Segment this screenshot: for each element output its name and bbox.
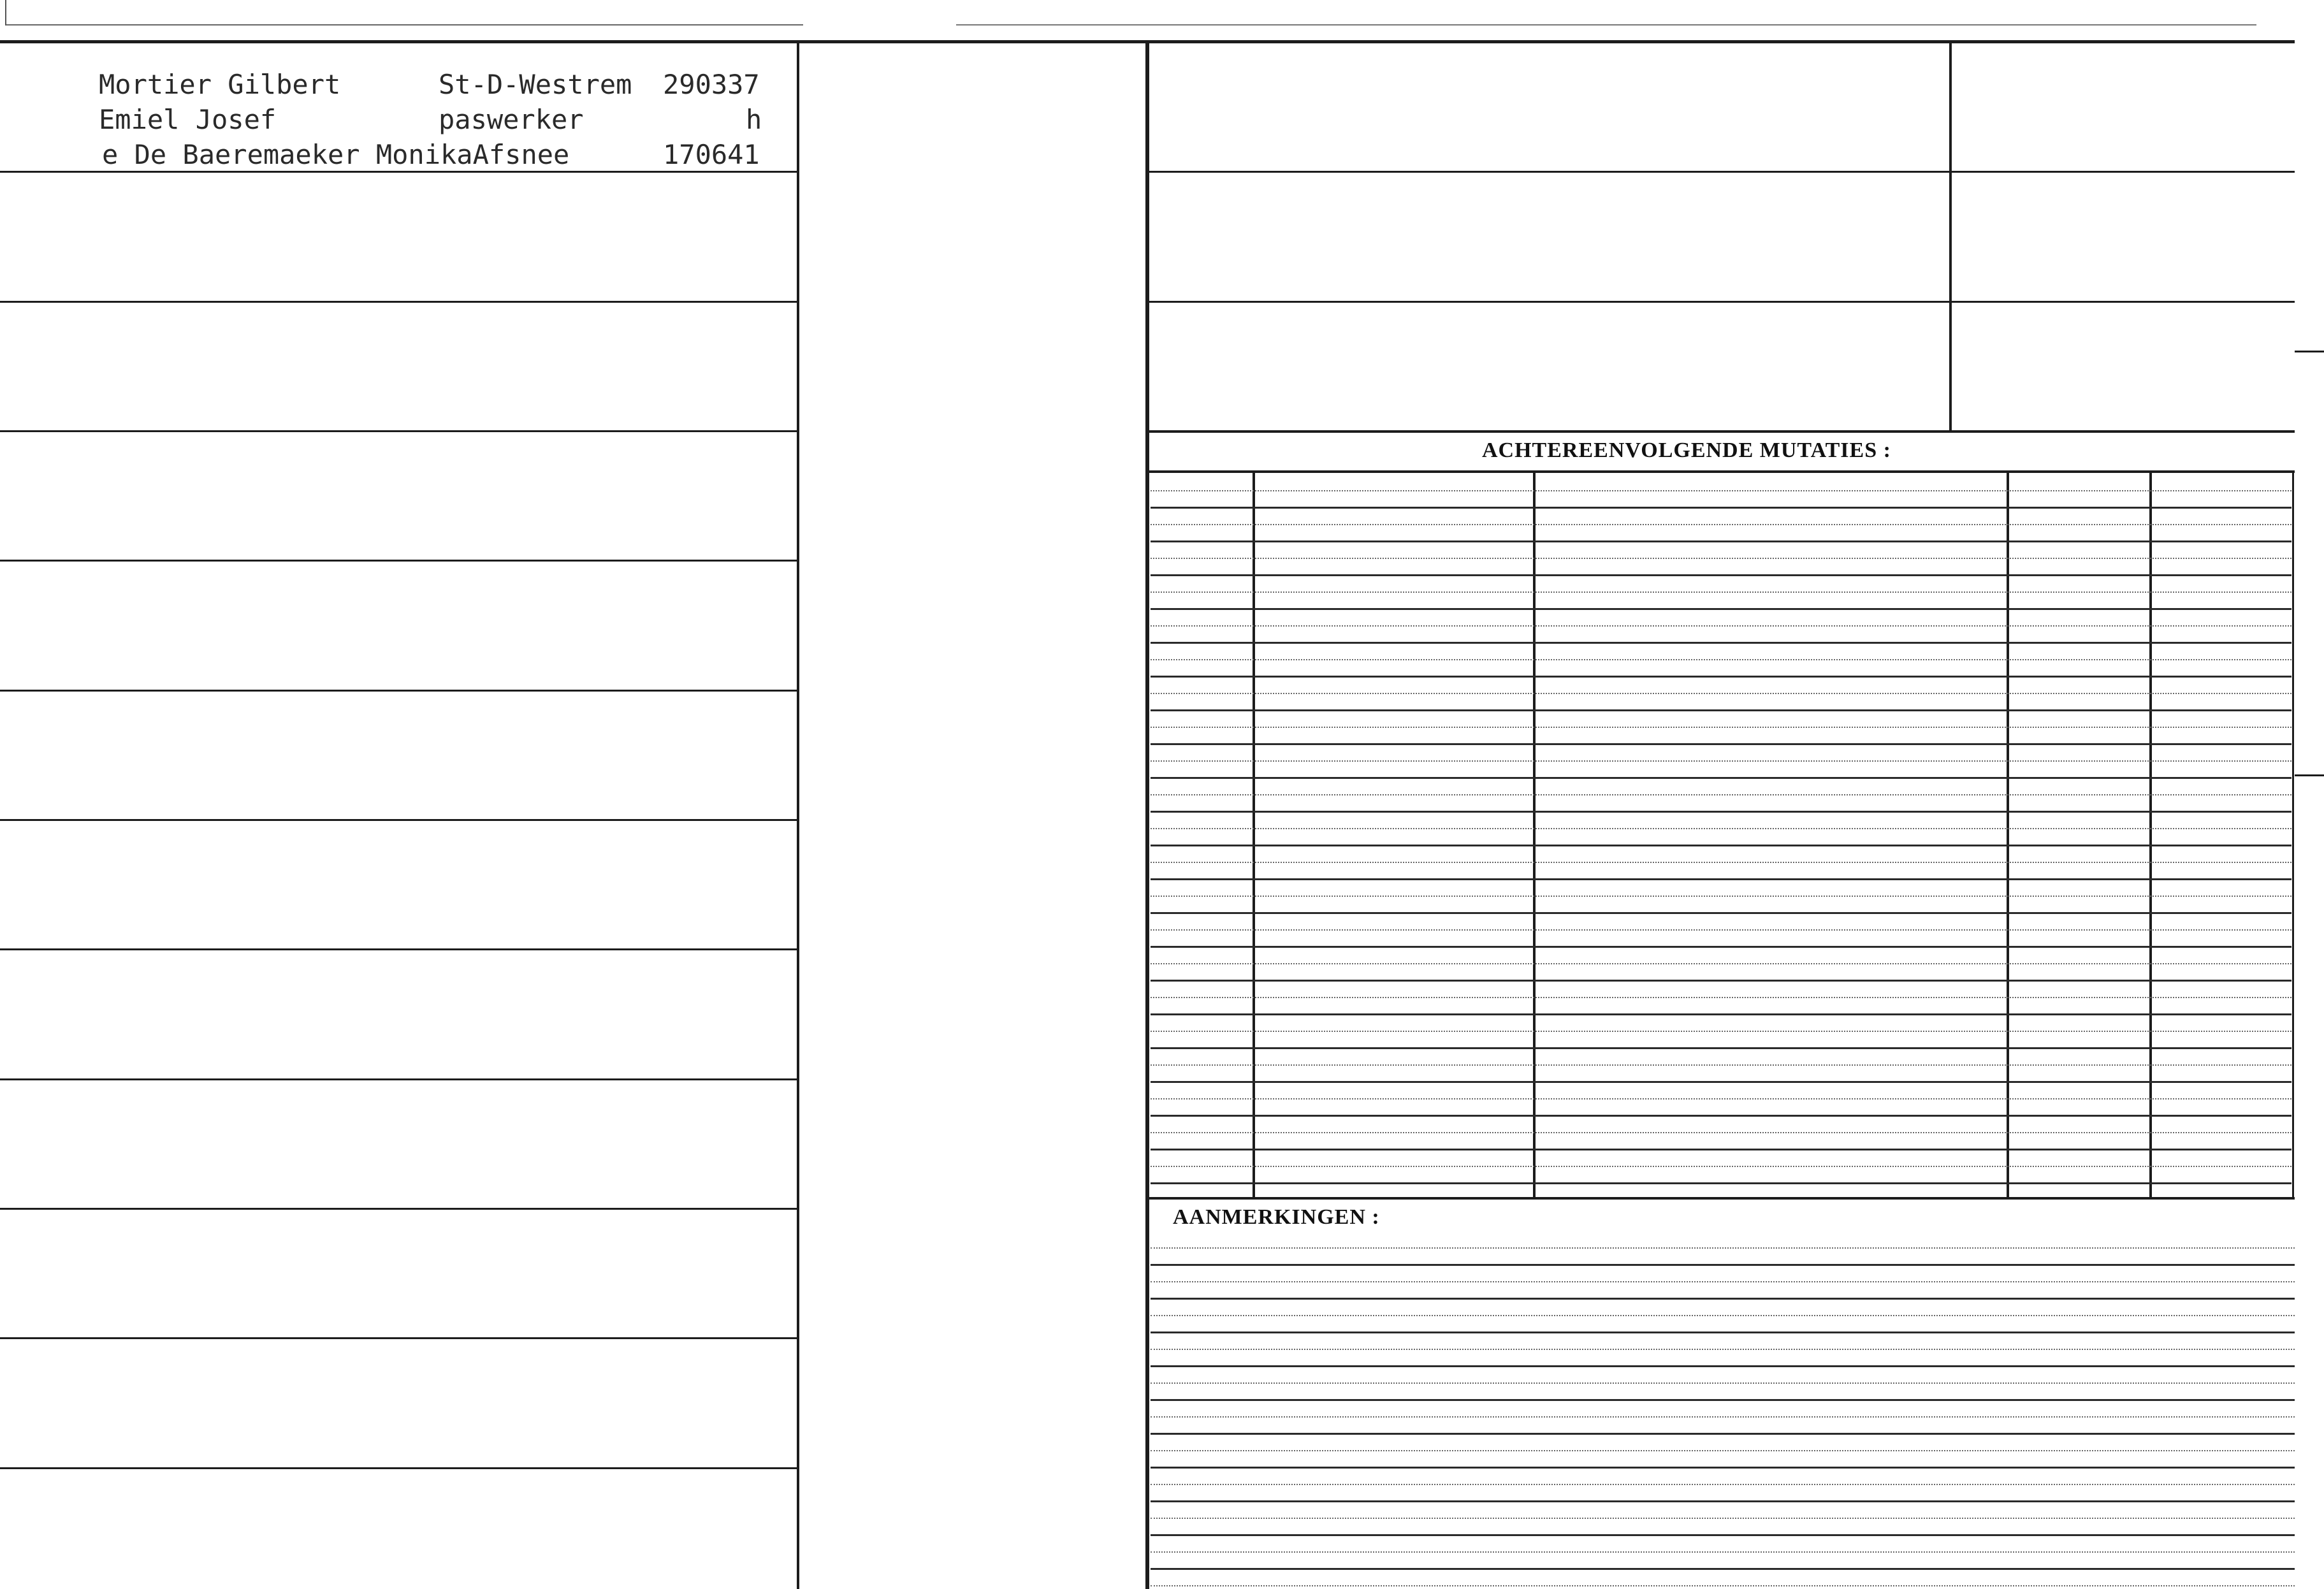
row-line <box>0 690 797 692</box>
entry-place: St-D-Westrem <box>439 69 632 100</box>
mutation-grid-line <box>1151 1081 2291 1083</box>
entry-marker: h <box>746 104 762 135</box>
mutation-grid-line <box>1151 709 2291 711</box>
remarks-line <box>1151 1399 2295 1401</box>
mutation-grid-line <box>1151 524 2291 525</box>
remarks-line <box>1151 1416 2295 1418</box>
remarks-line <box>1151 1433 2295 1435</box>
remarks-line <box>1151 1264 2295 1266</box>
top-corner-mark <box>5 0 6 25</box>
mutation-grid-line <box>1151 1098 2291 1099</box>
mutation-grid-line <box>1151 1166 2291 1167</box>
mutation-grid-line <box>1151 929 2291 931</box>
remarks-line <box>1151 1484 2295 1485</box>
mutation-grid-line <box>1151 760 2291 762</box>
mutation-grid-line <box>1151 946 2291 948</box>
mutation-grid-line <box>1151 963 2291 964</box>
mutation-grid-line <box>1151 608 2291 610</box>
remarks-line <box>1151 1331 2295 1333</box>
row-line <box>0 1078 797 1080</box>
entry-birth-date: 290337 <box>663 69 760 100</box>
entry-given-names: Emiel Josef <box>99 104 277 135</box>
mutation-grid-line <box>1151 997 2291 998</box>
mutation-grid-line <box>1151 912 2291 914</box>
remarks-line <box>1151 1298 2295 1300</box>
mutation-grid-line <box>1151 878 2291 880</box>
mutation-grid-line <box>1151 1182 2291 1184</box>
row-line <box>0 819 797 821</box>
remarks-line <box>1151 1568 2295 1570</box>
mutation-grid-line <box>1151 507 2291 509</box>
column-divider <box>1145 42 1149 1589</box>
mutation-grid-line <box>1151 490 2291 491</box>
mutations-col <box>1533 472 1536 1198</box>
mutation-grid-line <box>1151 862 2291 863</box>
entry-surname-firstname: Mortier Gilbert <box>99 69 341 100</box>
mutation-grid-line <box>1151 1064 2291 1066</box>
top-border-left <box>6 24 803 25</box>
remarks-line <box>1151 1551 2295 1553</box>
top-border-right <box>956 24 2256 25</box>
edge-tick <box>2295 351 2324 352</box>
mutation-grid-line <box>1151 794 2291 795</box>
mutation-grid-line <box>1151 693 2291 694</box>
mutations-col <box>2007 472 2009 1198</box>
remarks-line <box>1151 1365 2295 1367</box>
mutation-grid-line <box>1151 896 2291 897</box>
upper-column-divider <box>1949 42 1952 431</box>
remarks-line <box>1151 1315 2295 1316</box>
mutation-grid-line <box>1151 1132 2291 1133</box>
row-line <box>0 948 797 950</box>
mutations-bottom-rule <box>1147 1197 2295 1200</box>
mutation-grid-line <box>1151 558 2291 559</box>
row-line <box>0 1337 797 1339</box>
remarks-line <box>1151 1500 2295 1502</box>
mutation-grid-line <box>1151 777 2291 779</box>
edge-tick <box>2295 774 2324 776</box>
mutation-grid-line <box>1151 727 2291 728</box>
mutation-grid-line <box>1151 1013 2291 1015</box>
mutations-heading: ACHTEREENVOLGENDE MUTATIES : <box>1482 439 1891 462</box>
column-divider <box>797 42 799 1589</box>
row-line <box>0 430 797 432</box>
remarks-line <box>1151 1247 2295 1249</box>
remarks-line <box>1151 1450 2295 1451</box>
remarks-line <box>1151 1518 2295 1519</box>
entry-occupation: paswerker <box>439 104 584 135</box>
mutation-grid-line <box>1151 980 2291 982</box>
remarks-line <box>1151 1349 2295 1350</box>
mutation-grid-line <box>1151 1047 2291 1049</box>
mutations-col <box>1253 472 1255 1198</box>
mutation-grid-line <box>1151 828 2291 829</box>
row-line <box>0 301 797 303</box>
mutation-grid-line <box>1151 1149 2291 1150</box>
mutation-grid-line <box>1151 659 2291 660</box>
row-line <box>0 560 797 562</box>
upper-row-line <box>1147 301 2295 303</box>
remarks-line <box>1151 1585 2295 1586</box>
mutation-grid-line <box>1151 1115 2291 1117</box>
remarks-heading: AANMERKINGEN : <box>1173 1205 1380 1229</box>
remarks-line <box>1151 1281 2295 1282</box>
mutation-grid-line <box>1151 676 2291 678</box>
entry-marriage-date: 170641 <box>663 139 760 170</box>
entry-spouse: e De Baeremaeker MonikaAfsnee <box>102 139 570 170</box>
mutation-grid-line <box>1151 541 2291 542</box>
remarks-line <box>1151 1467 2295 1469</box>
mutations-header-rule <box>1147 470 2295 473</box>
row-line <box>0 171 797 173</box>
mutation-grid-line <box>1151 625 2291 627</box>
mutation-grid-line <box>1151 642 2291 644</box>
mutation-grid-line <box>1151 743 2291 745</box>
row-line <box>0 1208 797 1210</box>
upper-row-line <box>1147 171 2295 173</box>
mutation-grid-line <box>1151 845 2291 846</box>
row-line <box>0 1467 797 1469</box>
mutations-top-rule <box>1147 430 2295 433</box>
remarks-line <box>1151 1382 2295 1384</box>
remarks-line <box>1151 1534 2295 1536</box>
mutations-col <box>2149 472 2152 1198</box>
mutations-col <box>2292 472 2294 1198</box>
mutation-grid-line <box>1151 591 2291 593</box>
mutation-grid-line <box>1151 811 2291 813</box>
mutation-grid-line <box>1151 574 2291 576</box>
mutation-grid-line <box>1151 1031 2291 1032</box>
